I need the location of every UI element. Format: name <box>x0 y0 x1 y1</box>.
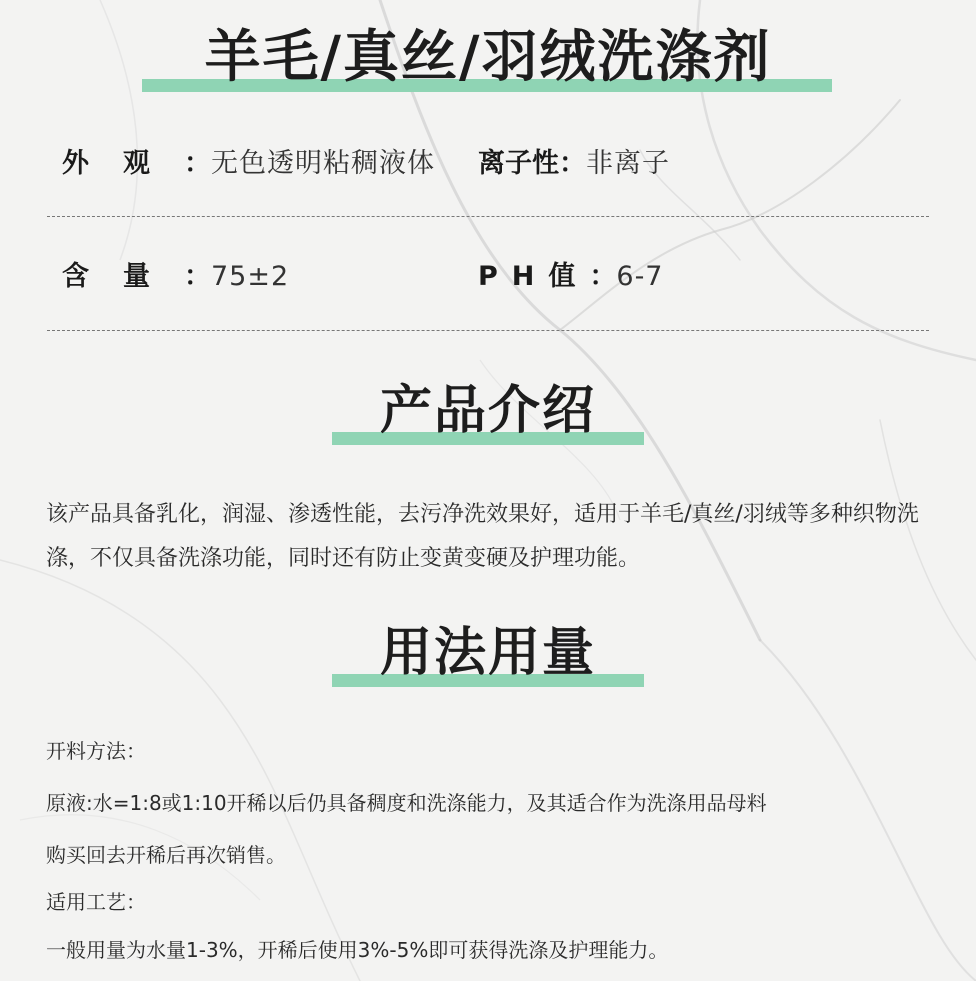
spec-appearance-colon: ： <box>184 148 211 179</box>
usage-line: 购买回去开稀后再次销售。 <box>46 843 286 867</box>
spec-ionic <box>478 144 670 184</box>
spec-appearance <box>62 144 435 184</box>
spec-appearance-label: 外观 <box>62 148 184 179</box>
spec-row-2 <box>62 257 942 297</box>
spec-ph <box>478 257 664 297</box>
spec-ph-label: PH值 <box>478 261 590 292</box>
spec-appearance-value: 无色透明粘稠液体 <box>211 148 435 179</box>
spec-ionic-label: 离子性 <box>478 148 559 179</box>
usage-line: 一般用量为水量1-3%，开稀后使用3%-5%即可获得洗涤及护理能力。 <box>46 938 669 962</box>
page-title: 羊毛/真丝/羽绒洗涤剂 <box>204 25 772 90</box>
spec-content <box>62 257 289 297</box>
usage-heading-text: 用法用量 <box>379 623 596 683</box>
intro-paragraph: 该产品具备乳化，润湿、渗透性能，去污净洗效果好，适用于羊毛/真丝/羽绒等多种织物洗涤，不仅具备洗涤功能，同时还有防止变黄变硬及护理功能。 <box>46 502 919 571</box>
spec-ionic-colon: ： <box>559 148 586 179</box>
spec-ionic-value: 非离子 <box>586 148 670 179</box>
spec-content-colon: ： <box>184 261 211 292</box>
spec-ph-colon: ： <box>589 261 617 292</box>
dashed-divider <box>47 330 929 331</box>
usage-line: 开料方法： <box>46 739 146 763</box>
title-heading <box>0 22 976 102</box>
usage-heading <box>0 618 976 694</box>
dashed-divider <box>47 216 929 217</box>
spec-ph-value: 6-7 <box>616 261 664 292</box>
intro-heading <box>0 376 976 452</box>
intro-heading-text: 产品介绍 <box>379 381 596 441</box>
spec-content-value: 75±2 <box>211 261 290 292</box>
spec-row-1 <box>62 144 942 184</box>
usage-line: 原液:水=1:8或1:10开稀以后仍具备稠度和洗涤能力，及其适合作为洗涤用品母料 <box>46 791 767 815</box>
spec-content-label: 含量 <box>62 261 184 292</box>
usage-line: 适用工艺： <box>46 890 146 914</box>
